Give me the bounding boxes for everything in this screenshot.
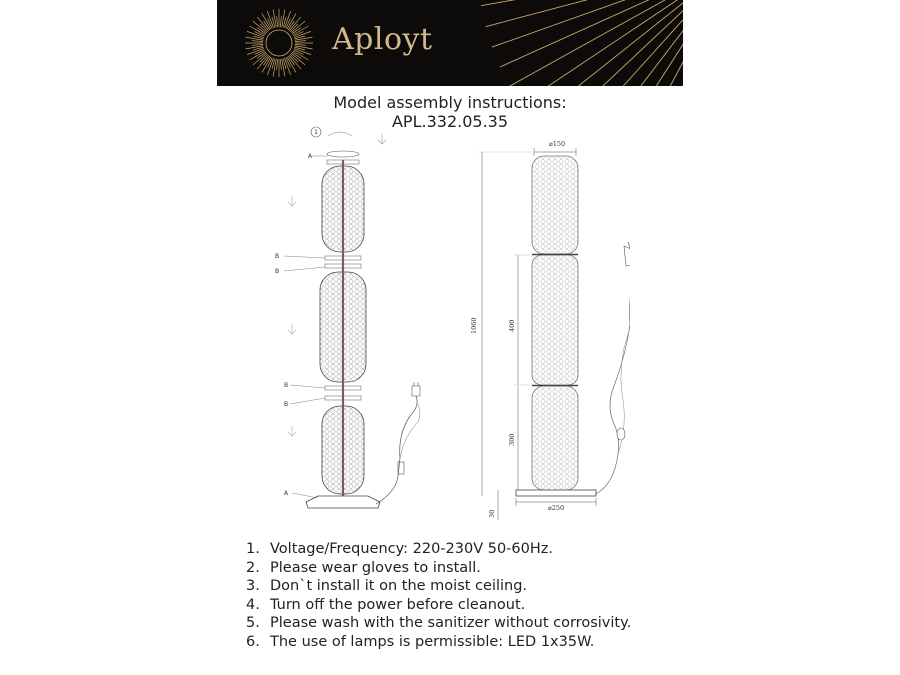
part-label-b: B xyxy=(284,382,289,389)
part-label-a: A xyxy=(308,153,313,160)
part-label-a: A xyxy=(284,490,289,497)
instruction-item: 2. Please wear gloves to install. xyxy=(246,559,481,576)
exploded-view xyxy=(275,127,420,508)
lamp-base xyxy=(516,490,596,496)
dimensioned-view xyxy=(470,140,630,520)
height-dim: 1060 xyxy=(470,317,478,334)
instruction-item: 3. Don`t install it on the moist ceiling. xyxy=(246,578,528,595)
model-number: APL.332.05.35 xyxy=(391,112,509,131)
plug-icon xyxy=(624,242,630,266)
instruction-item: 5. Please wash with the sanitizer without corrosivity. xyxy=(246,615,632,632)
down-arrow-icon xyxy=(378,134,386,144)
sunburst-logo-icon xyxy=(217,0,683,86)
switch-icon xyxy=(617,428,625,440)
instruction-item: 4. Turn off the power before cleanout. xyxy=(246,596,526,613)
top-diameter-dim: ⌀150 xyxy=(548,140,566,148)
part-label-b: B xyxy=(275,253,280,260)
section-upper-dim: 400 xyxy=(508,319,516,332)
plug-icon xyxy=(412,382,420,396)
assembly-drawing xyxy=(270,124,630,530)
step-number: 1 xyxy=(314,129,318,136)
part-label-b: B xyxy=(284,401,289,408)
part-label-b: B xyxy=(275,268,280,275)
brand-banner xyxy=(217,0,683,86)
power-cord xyxy=(596,274,630,494)
instruction-item: 6. The use of lamps is permissible: LED 1x35W. xyxy=(246,633,595,650)
instructions-list xyxy=(246,540,631,652)
section-lower-dim: 300 xyxy=(508,433,516,446)
rotate-arrow-icon xyxy=(328,132,352,136)
base-diameter-dim: ⌀250 xyxy=(547,504,565,512)
document-title: Model assembly instructions: xyxy=(333,93,567,112)
brand-name: Aployt xyxy=(332,22,433,57)
base-height-dim: 30 xyxy=(488,509,496,518)
instruction-item: 1. Voltage/Frequency: 220-230V 50-60Hz. xyxy=(246,541,553,557)
power-cord xyxy=(376,396,417,504)
